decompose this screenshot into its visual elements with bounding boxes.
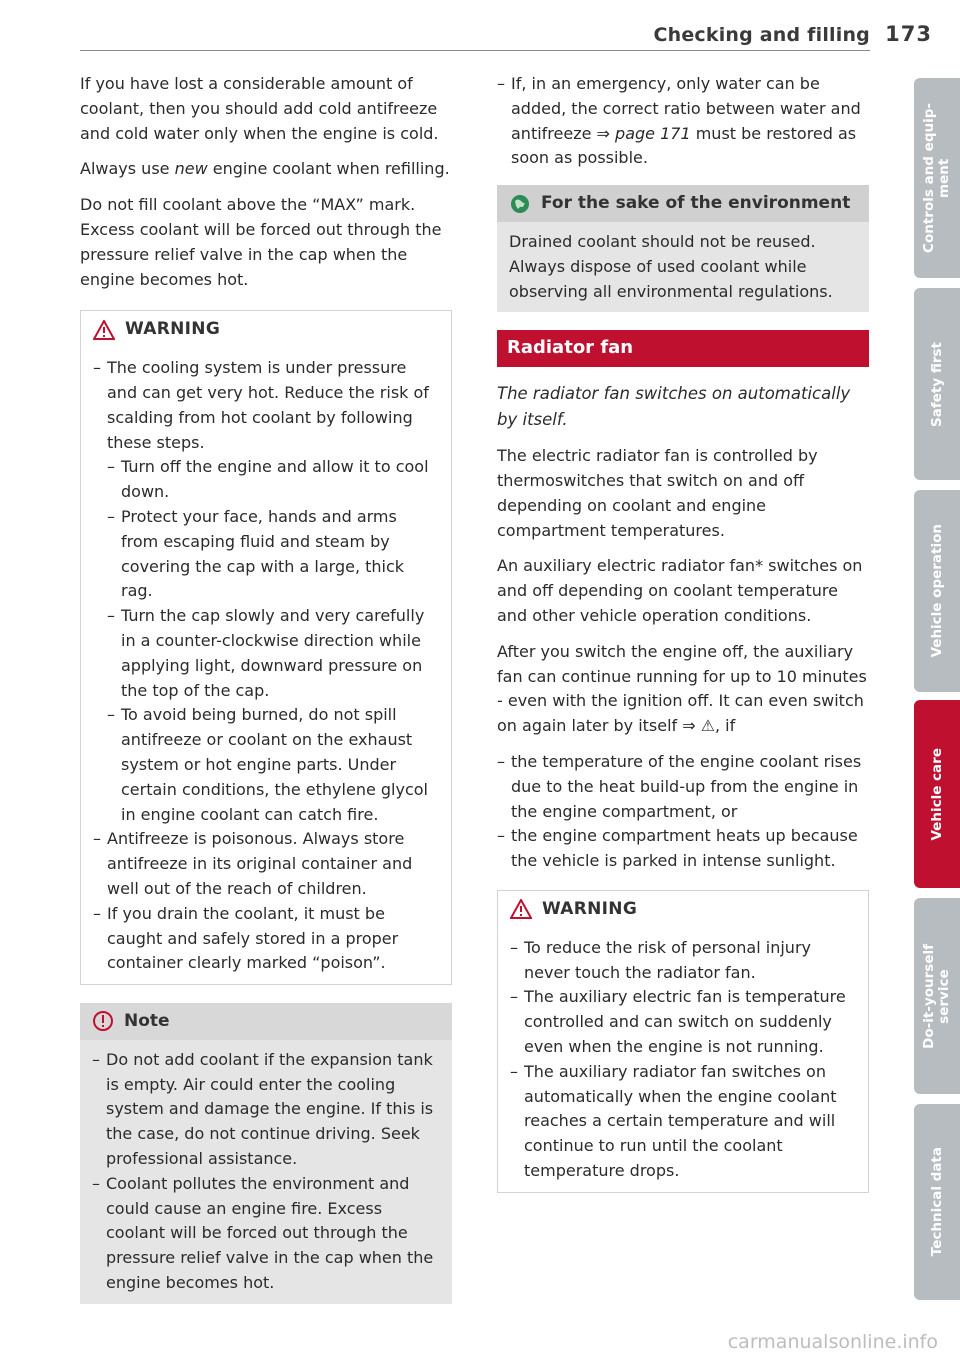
- warning-triangle-icon: [93, 320, 115, 340]
- tab-label: Controls and equip- ment: [921, 103, 952, 253]
- note-list: [92, 1048, 440, 1296]
- section-heading: Radiator fan: [497, 330, 869, 367]
- list-item: – Protect your face, hands and arms from escaping fluid and steam by covering the cap with a large, thick rag.: [107, 505, 439, 604]
- paragraph: The electric radiator fan is controlled by thermoswitches that switch on and off depending on coolant and engine compartment temperatures.: [497, 446, 818, 540]
- tab-vehicle-operation[interactable]: [914, 490, 960, 692]
- left-column: [80, 72, 452, 1322]
- list-item: – Turn the cap slowly and very carefully in a counter-clockwise direction while applying light, downward pressure on the top of the cap.: [107, 604, 439, 703]
- paragraph: An auxiliary electric radiator fan* switches on and off depending on coolant temperature and other vehicle operation conditions.: [497, 556, 863, 625]
- continued-list: [497, 72, 869, 171]
- paragraph: Always use new engine coolant when refilling.: [80, 159, 450, 179]
- condition-list: [497, 750, 869, 874]
- paragraph: Do not fill coolant above the “MAX” mark. Excess coolant will be forced out through the pressure relief valve in the cap when the engine becomes hot.: [80, 195, 442, 289]
- list-item: – the engine compartment heats up because the vehicle is parked in intense sunlight.: [497, 824, 869, 874]
- warning-box: [80, 310, 452, 985]
- header-rule: [80, 50, 870, 51]
- list-item: – To reduce the risk of personal injury never touch the radiator fan.: [510, 936, 856, 986]
- list-item: – If you drain the coolant, it must be caught and safely stored in a proper container clearly marked “poison”.: [93, 902, 439, 976]
- list-item: – The auxiliary electric fan is temperature controlled and can switch on suddenly even when the engine is not running.: [510, 985, 856, 1059]
- note-title: Note: [124, 1011, 170, 1032]
- warning-title: WARNING: [125, 319, 221, 340]
- sub-list: [107, 455, 439, 827]
- warning-body: [81, 348, 451, 984]
- warning-body: [498, 928, 868, 1192]
- globe-icon: [509, 193, 531, 215]
- warning-triangle-icon: [510, 899, 532, 919]
- environment-box: [497, 185, 869, 312]
- list-item: – To avoid being burned, do not spill antifreeze or coolant on the exhaust system or hot engine parts. Under certain conditions, the ethylene glycol in engine coolant can catch fire.: [107, 703, 439, 827]
- note-header: [80, 1003, 452, 1040]
- page-reference-link[interactable]: ⇒ page 171: [596, 123, 691, 143]
- emphasis: new: [174, 159, 208, 179]
- tab-label: Technical data: [928, 1147, 945, 1257]
- list-item: – the temperature of the engine coolant rises due to the heat build-up from the engine in the engine compartment, or: [497, 750, 869, 824]
- page-number: 173: [885, 22, 932, 46]
- paragraph: Drained coolant should not be reused. Always dispose of used coolant while observing all environmental regulations.: [509, 231, 833, 301]
- note-icon: [92, 1010, 114, 1032]
- warning-list: [93, 356, 439, 976]
- list-item: – Coolant pollutes the environment and could cause an engine fire. Excess coolant will be forced out through the pressure relief valve in the cap when the engine becomes hot.: [92, 1172, 440, 1296]
- lead-paragraph: The radiator fan switches on automatically by itself.: [497, 384, 851, 429]
- environment-header: [497, 185, 869, 222]
- list-item: – The auxiliary radiator fan switches on automatically when the engine coolant reaches a certain temperature and will continue to run until the coolant temperature drops.: [510, 1060, 856, 1184]
- watermark: carmanualsonline.info: [727, 1331, 938, 1353]
- right-column: [497, 72, 869, 1211]
- tab-do-it-yourself-service[interactable]: [914, 898, 960, 1094]
- list-item: – Antifreeze is poisonous. Always store antifreeze in its original container and well out of the reach of children.: [93, 827, 439, 901]
- warning-title: WARNING: [542, 898, 638, 919]
- warning-header: [81, 311, 451, 348]
- tab-controls-and-equipment[interactable]: [914, 78, 960, 278]
- list-item: – Do not add coolant if the expansion tank is empty. Air could enter the cooling system and damage the engine. If this is the case, do not continue driving. Seek professional assistance.: [92, 1048, 440, 1172]
- tab-label: Vehicle operation: [928, 524, 945, 658]
- tab-vehicle-care[interactable]: [914, 700, 960, 888]
- note-body: [80, 1040, 452, 1304]
- environment-title: For the sake of the environment: [541, 193, 851, 214]
- warning-header: [498, 891, 868, 928]
- tab-safety-first[interactable]: [914, 288, 960, 480]
- warning-box: [497, 890, 869, 1193]
- paragraph: After you switch the engine off, the auxiliary fan can continue running for up to 10 minutes - even with the ignition off. It can even switch on again later by itself ⇒ ⚠, if: [497, 641, 867, 736]
- tab-technical-data[interactable]: [914, 1104, 960, 1300]
- paragraph: If you have lost a considerable amount of coolant, then you should add cold antifreeze and cold water only when the engine is cold.: [80, 74, 439, 143]
- note-box: [80, 1003, 452, 1304]
- list-item: – The cooling system is under pressure and can get very hot. Reduce the risk of scalding from hot coolant by following these steps. – Turn off the engine and allow it to cool down. – Protect your face, hands and arms from escaping fluid and steam by covering the cap with a large, thick rag. – Turn the cap slowly and very carefully in a counter-clockwise direction while applying light, downward pressure on the top of the cap. – To avoid being burned, do not spill antifreeze or coolant on the exhaust system or hot engine parts. Under certain conditions, the ethylene glycol in engine coolant can catch fire.: [93, 356, 439, 827]
- list-item: – If, in an emergency, only water can be added, the correct ratio between water and antifreeze ⇒ page 171 must be restored as soon as possible.: [497, 72, 869, 171]
- tab-label: Safety first: [928, 341, 945, 427]
- tab-label: Do-it-yourself service: [921, 943, 952, 1049]
- running-head: Checking and filling: [653, 24, 870, 46]
- list-item: – Turn off the engine and allow it to cool down.: [107, 455, 439, 505]
- warning-list: [510, 936, 856, 1184]
- tab-label: Vehicle care: [928, 747, 945, 841]
- environment-body: [497, 222, 869, 312]
- warning-reference-link[interactable]: ⇒ ⚠: [682, 716, 715, 736]
